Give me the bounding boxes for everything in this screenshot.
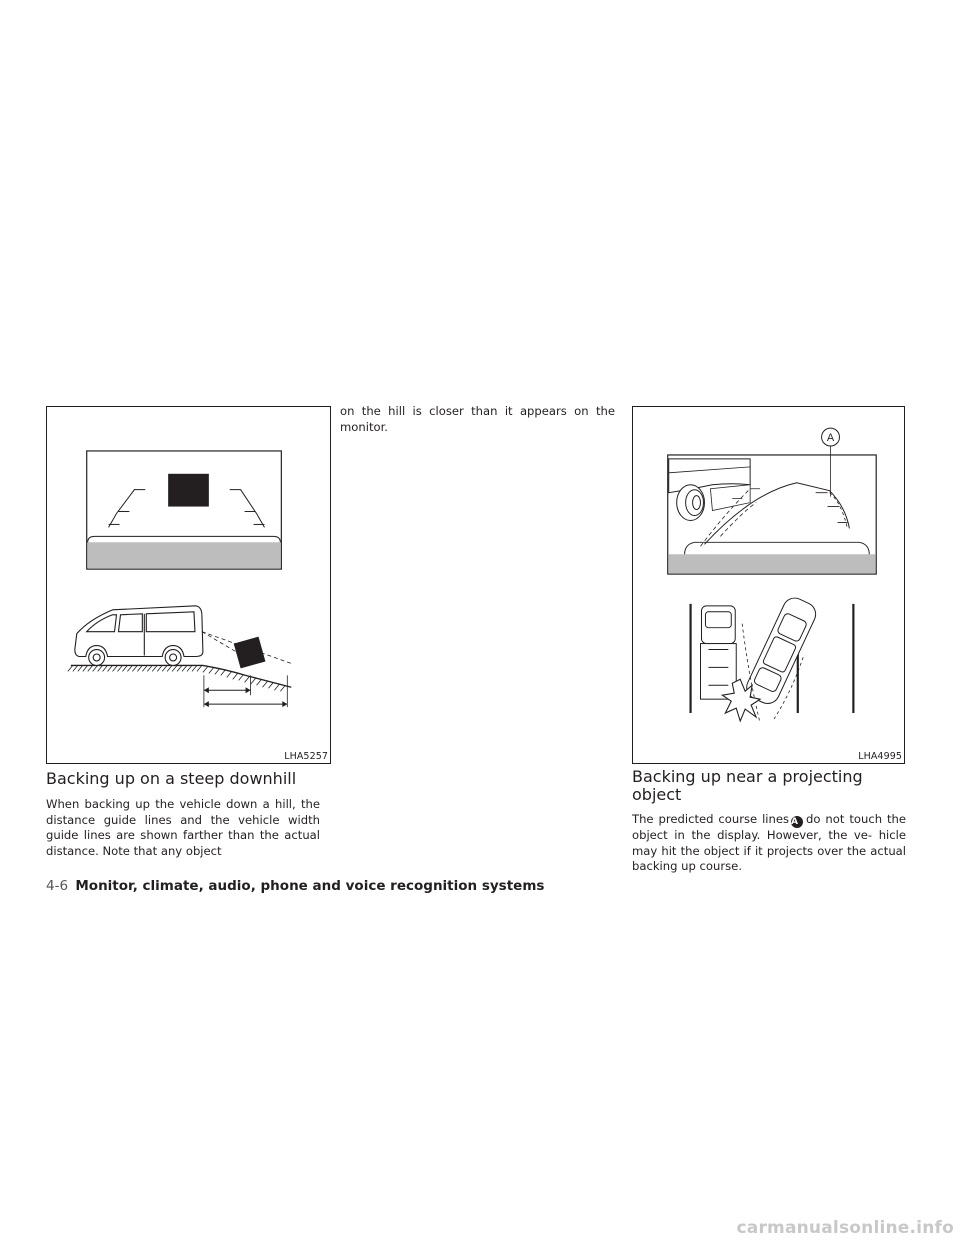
section-body-projecting-object xyxy=(632,812,906,875)
section-heading-steep-downhill: Backing up on a steep downhill xyxy=(46,769,297,788)
callout-a-label: A xyxy=(826,432,835,445)
figure-code: LHA4995 xyxy=(858,751,902,762)
steep-downhill-illustration xyxy=(47,407,330,763)
figure-projecting-object xyxy=(632,406,905,764)
object-on-monitor xyxy=(168,474,209,507)
van-side-view xyxy=(75,606,203,666)
section-heading-projecting-object: Backing up near a projecting object xyxy=(632,767,863,804)
box-on-slope xyxy=(234,637,266,669)
footer-section-title: Monitor, climate, audio, phone and voice recognition systems xyxy=(75,878,545,894)
monitor-bumper-band xyxy=(669,554,875,573)
monitor-bumper-band xyxy=(88,542,281,568)
body-text-after-callout: do not touch the object in the display. However, the ve- hicle may hit the object if it projects over the actual backing up course. xyxy=(632,812,906,874)
car-top-view xyxy=(743,594,820,707)
ground-line xyxy=(71,665,291,687)
truck-top-view xyxy=(701,606,737,699)
page-number: 4-6 xyxy=(46,878,69,894)
callout-a-icon: A xyxy=(791,816,803,828)
body-text-before-callout: The predicted course lines xyxy=(632,812,790,826)
watermark: carmanualsonline.info xyxy=(736,1218,954,1238)
figure-steep-downhill xyxy=(46,406,331,764)
page-footer xyxy=(46,878,544,894)
section-body-continued: on the hill is closer than it appears on the monitor. xyxy=(340,404,615,434)
figure-code: LHA5257 xyxy=(284,751,328,762)
section-body-steep-downhill: When backing up the vehicle down a hill, the distance guide lines and the vehicle width guide lines are shown farther than the actual distance. Note that any object xyxy=(46,797,320,858)
projecting-object-illustration xyxy=(633,407,904,763)
